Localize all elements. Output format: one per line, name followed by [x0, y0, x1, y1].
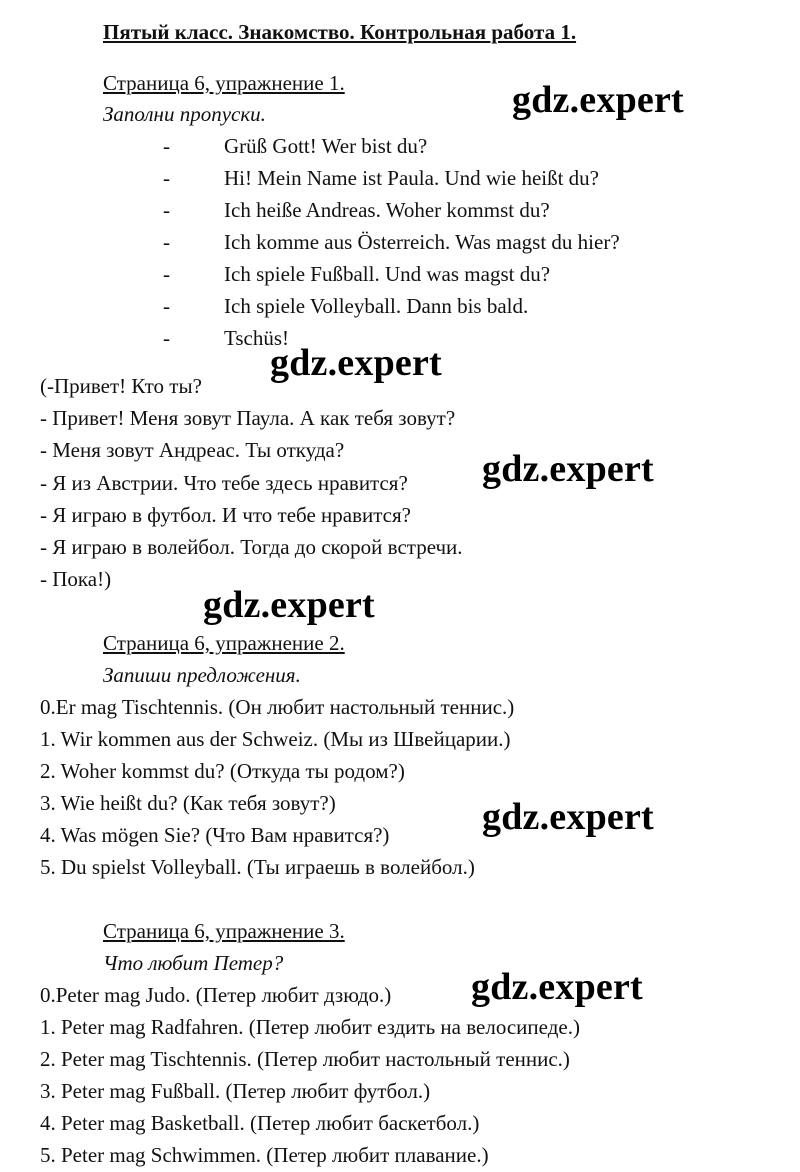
answer-line: 0.Peter mag Judo. (Петер любит дзюдо.) — [40, 983, 392, 1007]
dialogue-line: Hi! Mein Name ist Paula. Und wie heißt du? — [224, 166, 600, 190]
dialogue-line: Ich heiße Andreas. Woher kommst du? — [224, 198, 550, 222]
exercise-2-heading: Страница 6, упражнение 2. — [103, 631, 345, 655]
answer-line: 4. Peter mag Basketball. (Петер любит баскетбол.) — [40, 1111, 480, 1135]
watermark: gdz.expert — [270, 342, 442, 384]
answer-line: 1. Wir kommen aus der Schweiz. (Мы из Швейцарии.) — [40, 727, 511, 751]
watermark: gdz.expert — [203, 584, 375, 626]
answer-line: 5. Du spielst Volleyball. (Ты играешь в волейбол.) — [40, 855, 475, 879]
answer-line: 3. Peter mag Fußball. (Петер любит футбол.) — [40, 1079, 431, 1103]
dialogue-dash: - — [163, 294, 170, 318]
exercise-2-instruction: Запиши предложения. — [103, 663, 301, 687]
translation-line: - Я из Австрии. Что тебе здесь нравится? — [40, 471, 408, 495]
translation-line: - Пока!) — [40, 567, 112, 591]
answer-line: 4. Was mögen Sie? (Что Вам нравится?) — [40, 823, 390, 847]
dialogue-dash: - — [163, 198, 170, 222]
answer-line: 2. Peter mag Tischtennis. (Петер любит настольный теннис.) — [40, 1047, 570, 1071]
translation-line: - Меня зовут Андреас. Ты откуда? — [40, 438, 345, 462]
answer-line: 0.Er mag Tischtennis. (Он любит настольный теннис.) — [40, 695, 515, 719]
translation-line: - Я играю в футбол. И что тебе нравится? — [40, 503, 411, 527]
translation-line: - Привет! Меня зовут Паула. А как тебя зовут? — [40, 406, 456, 430]
exercise-3-instruction: Что любит Петер? — [103, 951, 284, 975]
exercise-3-heading: Страница 6, упражнение 3. — [103, 919, 345, 943]
dialogue-line: Tschüs! — [224, 326, 290, 350]
dialogue-line: Ich komme aus Österreich. Was magst du hier? — [224, 230, 620, 254]
dialogue-line: Ich spiele Fußball. Und was magst du? — [224, 262, 551, 286]
watermark: gdz.expert — [482, 796, 654, 838]
watermark: gdz.expert — [471, 966, 643, 1008]
watermark: gdz.expert — [482, 448, 654, 490]
page-title: Пятый класс. Знакомство. Контрольная работа 1. — [103, 20, 577, 44]
dialogue-dash: - — [163, 134, 170, 158]
watermark: gdz.expert — [512, 79, 684, 121]
dialogue-dash: - — [163, 166, 170, 190]
translation-line: (-Привет! Кто ты? — [40, 374, 202, 398]
translation-line: - Я играю в волейбол. Тогда до скорой встречи. — [40, 535, 463, 559]
dialogue-line: Ich spiele Volleyball. Dann bis bald. — [224, 294, 529, 318]
answer-line: 5. Peter mag Schwimmen. (Петер любит плавание.) — [40, 1143, 489, 1167]
dialogue-dash: - — [163, 262, 170, 286]
exercise-1-instruction: Заполни пропуски. — [103, 102, 266, 126]
answer-line: 2. Woher kommst du? (Откуда ты родом?) — [40, 759, 405, 783]
dialogue-dash: - — [163, 326, 170, 350]
dialogue-line: Grüß Gott! Wer bist du? — [224, 134, 428, 158]
answer-line: 3. Wie heißt du? (Как тебя зовут?) — [40, 791, 336, 815]
exercise-1-heading: Страница 6, упражнение 1. — [103, 71, 345, 95]
answer-line: 1. Peter mag Radfahren. (Петер любит ездить на велосипеде.) — [40, 1015, 580, 1039]
dialogue-dash: - — [163, 230, 170, 254]
